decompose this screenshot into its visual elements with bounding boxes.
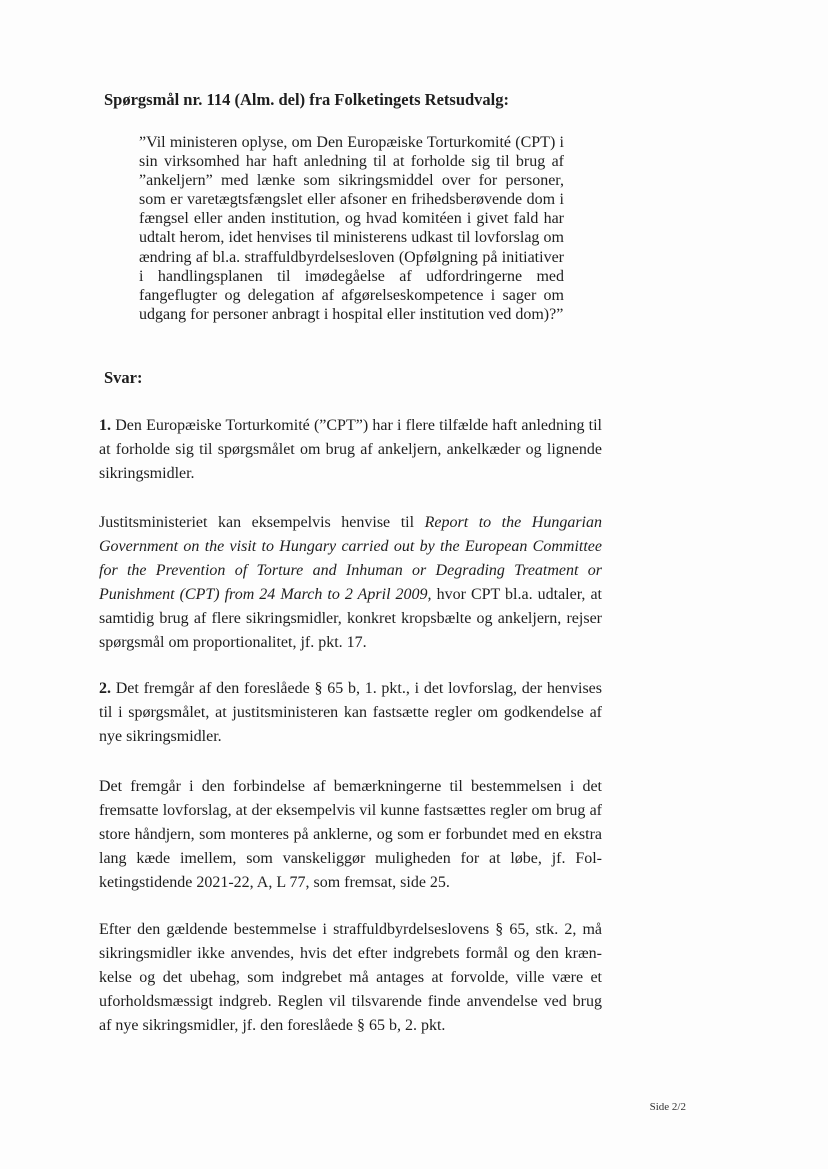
answer-paragraph-3: [99, 677, 602, 749]
answer-paragraph-5: Efter den gældende bestemmelse i straffuldbyrdelseslovens § 65, stk. 2, må sikringsmidler ikke anvendes, hvis det efter indgrebets formål og den krænkelse og det ubehag, som indgrebet må antages at forvolde, ville være et uforholdsmæssigt indgreb. Reglen vil tilsvarende finde anvendelse ved brug af nye sikringsmidler, jf. den foreslåede § 65 b, 2. pkt.: [99, 921, 602, 1034]
page-number: Side 2/2: [649, 1101, 686, 1113]
paragraph-text-rest: hvor CPT bl.a. udtaler, at samtidig brug af flere sikringsmidler, konkret kropsbælte og ankeljern, rejser spørgsmål om proportionalitet, jf. pkt. 17.: [99, 586, 602, 651]
paragraph-text-intro: Justitsministeriet kan eksempelvis henvise til: [99, 514, 425, 531]
answer-paragraph-4: Det fremgår i den forbindelse af bemærkningerne til bestemmelsen i det fremsatte lovforslag, at der eksempelvis vil kunne fastsættes regler om brug af store håndjern, som monteres på anklerne, og som er forbundet med en ekstra lang kæde imellem, som vanskeliggør muligheden for at løbe, jf. Folketingstidende 2021-22, A, L 77, som fremsat, side 25.: [99, 778, 602, 891]
question-text: ”Vil ministeren oplyse, om Den Europæiske Torturkomité (CPT) i sin virksomhed har haft anledning til at forholde sig til brug af ”ankeljern” med lænke som sikringsmiddel over for personer, som er varetægtsfængslet eller afsoner en frihedsberøvende dom i fængsel eller anden institution, og hvad komitéen i givet fald har udtalt herom, idet henvises til ministerens udkast til lovforslag om ændring af bl.a. straffuldbyrdelsesloven (Opfølgning på initiativer i handlingsplanen til imødegåelse af udfordringerne med fangeflugter og delegation af afgørelseskompetence i sager om udgang for personer anbragt i hospital eller institution ved dom)?”: [139, 134, 564, 323]
answer-paragraph-2: [99, 511, 602, 655]
paragraph-number: 2.: [99, 680, 111, 697]
question-heading: Spørgsmål nr. 114 (Alm. del) fra Folketingets Retsudvalg:: [104, 90, 510, 109]
answer-paragraph-1: [99, 414, 602, 486]
report-title: Report to the Hungarian Government on the visit to Hungary carried out by the European Committee for the Prevention of Torture and Inhuman or Degrading Treatment or Punishment (CPT) from 24 March to 2 April 2009,: [99, 514, 602, 603]
paragraph-text: Den Europæiske Torturkomité (”CPT”) har i flere tilfælde haft anledning til at forholde sig til spørgsmålet om brug af ankeljern, ankelkæder og lignende sikringsmidler.: [99, 417, 602, 482]
paragraph-text: Det fremgår af den foreslåede § 65 b, 1. pkt., i det lovforslag, der henvises til i spørgsmålet, at justitsministeren kan fastsætte regler om godkendelse af nye sikringsmidler.: [99, 680, 602, 745]
answer-label: Svar:: [104, 368, 143, 387]
paragraph-number: 1.: [99, 417, 111, 434]
